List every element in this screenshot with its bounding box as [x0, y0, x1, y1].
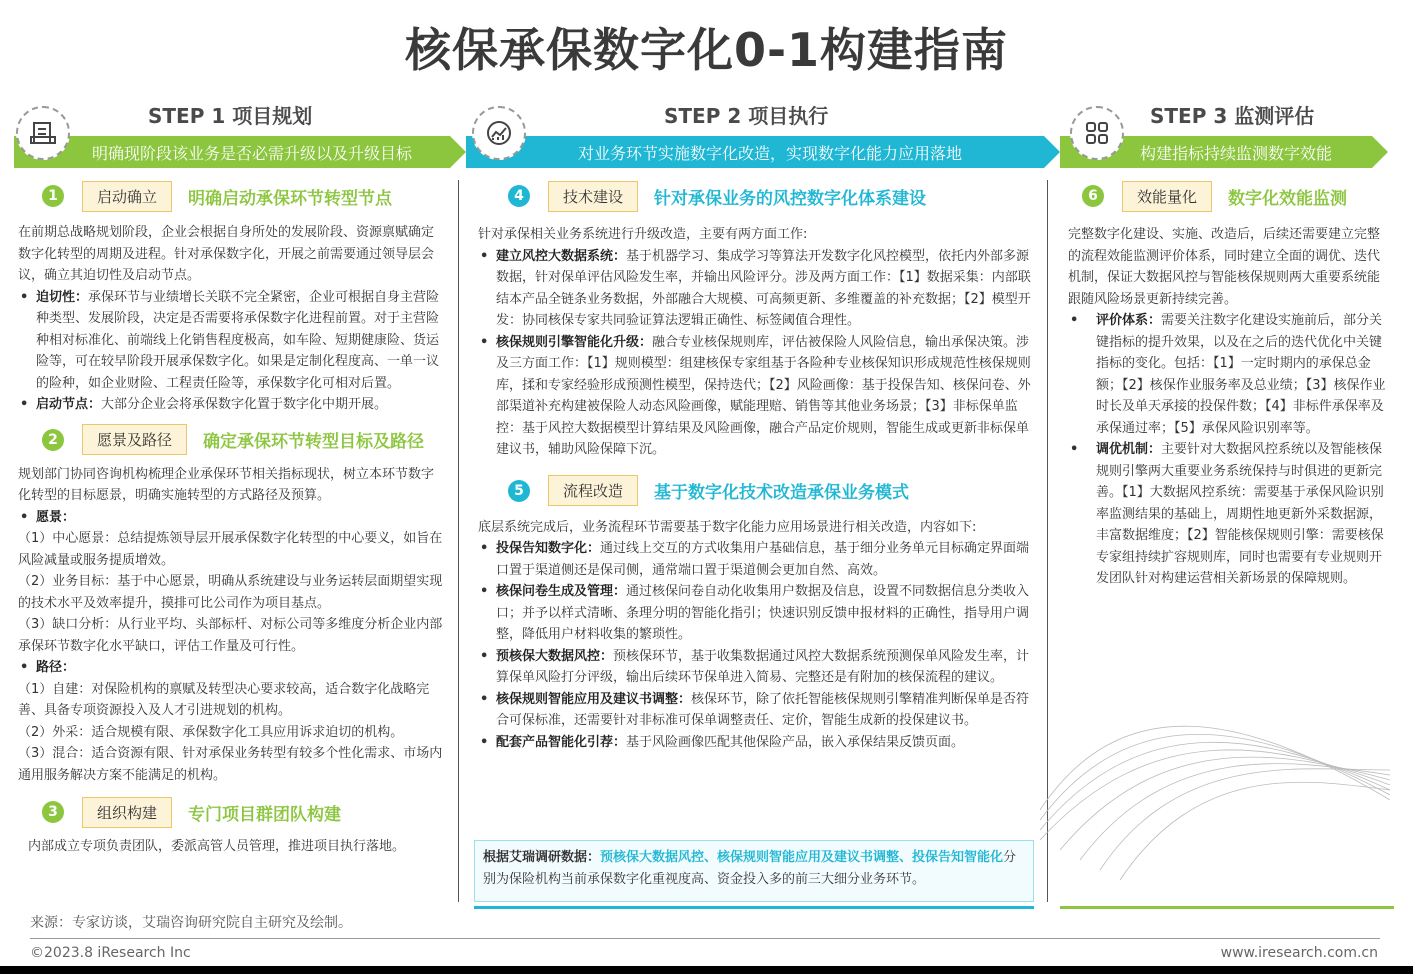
section2-tag: 愿景及路径 [82, 424, 187, 455]
footer-divider [30, 938, 1380, 939]
bottom-bar [0, 966, 1413, 974]
step2-arrow [1044, 136, 1060, 168]
step3-banner: 构建指标持续监测数字效能 [1060, 136, 1372, 168]
section4-number: 4 [508, 185, 530, 207]
list-item: • 核保规则智能应用及建议书调整：核保环节，除了依托智能核保规则引擎精准判断保单是否符合可保标准，还需要针对非标准可保单调整责任、定价，智能生成新的投保建议书。 [478, 689, 1040, 732]
section2-number: 2 [42, 429, 64, 451]
step2-column [478, 180, 1040, 753]
section5-tag: 流程改造 [548, 475, 638, 506]
list-item: • 核保问卷生成及管理：通过核保问卷自动化收集用户数据及信息，设置不同数据信息分类收入口；并予以样式清晰、条理分明的智能化指引；快速识别反馈申报材料的正确性，指导用户调整，降低用户材料收集的繁琐性。 [478, 581, 1040, 646]
path-item: （2）外采：适合规模有限、承保数字化工具应用诉求迫切的机构。 [18, 724, 404, 740]
section2-intro: 规划部门协同咨询机构梳理企业承保环节相关指标现状，树立本环节数字化转型的目标愿景，明确实施转型的方式路径及预算。 [18, 466, 435, 503]
list-item: • 愿景： [18, 507, 446, 529]
path-item: （1）自建：对保险机构的禀赋及转型决心要求较高，适合数字化战略完善、具备专项资源投入及人才引进规划的机构。 [18, 681, 430, 718]
section4-header [478, 180, 1040, 212]
vision-item: （3）缺口分析：从行业平均、头部标杆、对标公司等多维度分析企业内部承保环节数字化水平缺口，评估工作量及可行性。 [18, 617, 443, 654]
path-item: （3）混合：适合资源有限、针对承保业务转型有较多个性化需求、市场内通用服务解决方案不能满足的机构。 [18, 746, 443, 783]
list-item: • 预核保大数据风控：预核保环节，基于收集数据通过风控大数据系统预测保单风险发生率，计算保单风险打分评级，输出后续环节保单进入简易、完整还是有附加的核保流程的建议。 [478, 646, 1040, 689]
research-note: 根据艾瑞调研数据：预核保大数据风控、核保规则智能应用及建议书调整、投保告知智能化分别为保险机构当前承保数字化重视度高、资金投入多的前三大细分业务环节。 [474, 840, 1034, 902]
section5-title: 基于数字化技术改造承保业务模式 [654, 483, 910, 503]
list-item: • 建立风控大数据系统：基于机器学习、集成学习等算法开发数字化风控模型，依托内外部多源数据，针对保单评估风险发生率，并输出风险评分。涉及两方面工作：【1】数据采集：内部联结本产品全链条业务数据，外部融合大规模、可高频更新、多维覆盖的补充数据；【2】模型开发：协同核保专家共同验证算法逻辑正确性、标签阈值合理性。 [478, 246, 1040, 332]
step1-arrow [450, 136, 466, 168]
vision-item: （1）中心愿景：总结提炼领导层开展承保数字化转型的中心要义，如旨在风险减量或服务提质增效。 [18, 531, 443, 568]
section4-intro: 针对承保相关业务系统进行升级改造，主要有两方面工作: [478, 227, 808, 242]
step2-bottom-line [474, 906, 1034, 909]
step2-title: STEP 2 项目执行 [664, 104, 829, 128]
website-link[interactable]: www.iresearch.com.cn [1220, 945, 1378, 961]
section5-header [478, 475, 1040, 507]
page-title: 核保承保数字化0-1构建指南 [404, 23, 1009, 77]
copyright: ©2023.8 iResearch Inc [30, 945, 191, 961]
list-item: • 投保告知数字化：通过线上交互的方式收集用户基础信息，基于细分业务单元目标确定界面端口置于渠道侧还是保司侧，通常端口置于渠道侧会更加自然、高效。 [478, 538, 1040, 581]
step3-title: STEP 3 监测评估 [1150, 104, 1315, 128]
list-item: • 评价体系：需要关注数字化建设实施前后，部分关键指标的提升效果，以及在之后的迭代优化中关键指标的变化。包括：【1】一定时期内的承保总金额；【2】核保作业服务率及总业绩；【3】核保作业时长及单天承接的投保件数；【4】非标件承保率及承保通过率；【5】承保风险识别率等。 [1068, 310, 1392, 439]
section3-title: 专门项目群团队构建 [188, 804, 342, 825]
decorative-wave [1040, 690, 1390, 890]
document-icon [16, 106, 70, 160]
step1-title: STEP 1 项目规划 [148, 104, 313, 128]
section5-intro: 底层系统完成后，业务流程环节需要基于数字化能力应用场景进行相关改造，内容如下: [478, 519, 977, 535]
step3-bottom-line [1060, 906, 1394, 909]
step2-banner: 对业务环节实施数字化改造，实现数字化能力应用落地 [466, 136, 1044, 168]
list-item: • 调优机制：主要针对大数据风控系统以及智能核保规则引擎两大重要业务系统保持与时俱进的更新完善。【1】大数据风控系统：需要基于承保风险识别率监测结果的基础上，周期性地更新外采数据源，丰富数据维度；【2】智能核保规则引擎：需要核保专家组持续扩容规则库，同时也需要有专业规则开发团队针对构建运营相关新场景的保障规则。 [1068, 439, 1392, 590]
section5-number: 5 [508, 480, 530, 502]
section2-title: 确定承保环节转型目标及路径 [203, 432, 425, 452]
section6-number: 6 [1082, 185, 1104, 207]
section4-title: 针对承保业务的风控数字化体系建设 [654, 188, 927, 209]
section6-header [1068, 180, 1392, 212]
section1-number: 1 [42, 185, 64, 207]
section6-tag: 效能量化 [1122, 181, 1212, 212]
section6-title: 数字化效能监测 [1228, 188, 1348, 209]
list-item: • 迫切性：承保环节与业绩增长关联不完全紧密，企业可根据自身主营险种类型、发展阶段，决定是否需要将承保数字化进程前置。对于主营险种相对标准化、前端线上化销售程度极高，如车险、短期健康险、货运险等，可在较早阶段开展承保数字化。如果是定制化程度高、一单一议的险种，如企业财险、工程责任险等，承保数字化可相对后置。 [18, 287, 446, 395]
step1-banner: 明确现阶段该业务是否必需升级以及升级目标 [14, 136, 450, 168]
section6-intro: 完整数字化建设、实施、改造后，后续还需要建立完整的流程效能监测评价体系，同时建立全面的调优、迭代机制，保证大数据风控与智能核保规则两大重要系统能跟随风险场景更新持续完善。 [1068, 227, 1381, 307]
source-note: 来源：专家访谈，艾瑞咨询研究院自主研究及绘制。 [30, 915, 352, 931]
list-item: • 核保规则引擎智能化升级：融合专业核保规则库，评估被保险人风险信息，输出承保决策。涉及三方面工作：【1】规则模型：组建核保专家组基于各险种专业核保知识形成规范性核保规则库，揉和专家经验形成预测性模型，保持迭代；【2】风险画像：基于投保告知、核保问卷、外部渠道补充构建被保险人动态风险画像，赋能理赔、销售等其他业务场景；【3】非标保单监控：基于风控大数据模型计算结果及风险画像，融合产品定价规则，智能生成或更新非标保单建议书，辅助风险保障下沉。 [478, 332, 1040, 461]
step1-column [18, 180, 446, 858]
section1-intro: 在前期总战略规划阶段，企业会根据自身所处的发展阶段、资源禀赋确定数字化转型的周期及进程。针对承保数字化，开展之前需要通过领导层会议，确立其迫切性及启动节点。 [18, 225, 435, 283]
section3-number: 3 [42, 801, 64, 823]
step3-column [1068, 180, 1392, 590]
list-item: • 配套产品智能化引荐：基于风险画像匹配其他保险产品，嵌入承保结果反馈页面。 [478, 732, 1040, 754]
section1-header [18, 180, 446, 212]
section1-title: 明确启动承保环节转型节点 [188, 188, 393, 209]
section3-intro: 内部成立专项负责团队，委派高管人员管理，推进项目执行落地。 [28, 839, 406, 854]
list-item: • 路径： [18, 657, 446, 679]
section1-tag: 启动确立 [82, 181, 172, 212]
section2-header [18, 424, 446, 456]
column-divider [458, 180, 459, 902]
section3-tag: 组织构建 [82, 797, 172, 828]
section3-header [18, 796, 446, 828]
vision-item: （2）业务目标：基于中心愿景，明确从系统建设与业务运转层面期望实现的技术水平及效率提升，摸排可比公司作为项目基点。 [18, 574, 443, 611]
grid-icon [1070, 106, 1124, 160]
chart-icon [472, 106, 526, 160]
step3-arrow [1372, 136, 1388, 168]
section4-tag: 技术建设 [548, 181, 638, 212]
list-item: • 启动节点：大部分企业会将承保数字化置于数字化中期开展。 [18, 394, 446, 416]
